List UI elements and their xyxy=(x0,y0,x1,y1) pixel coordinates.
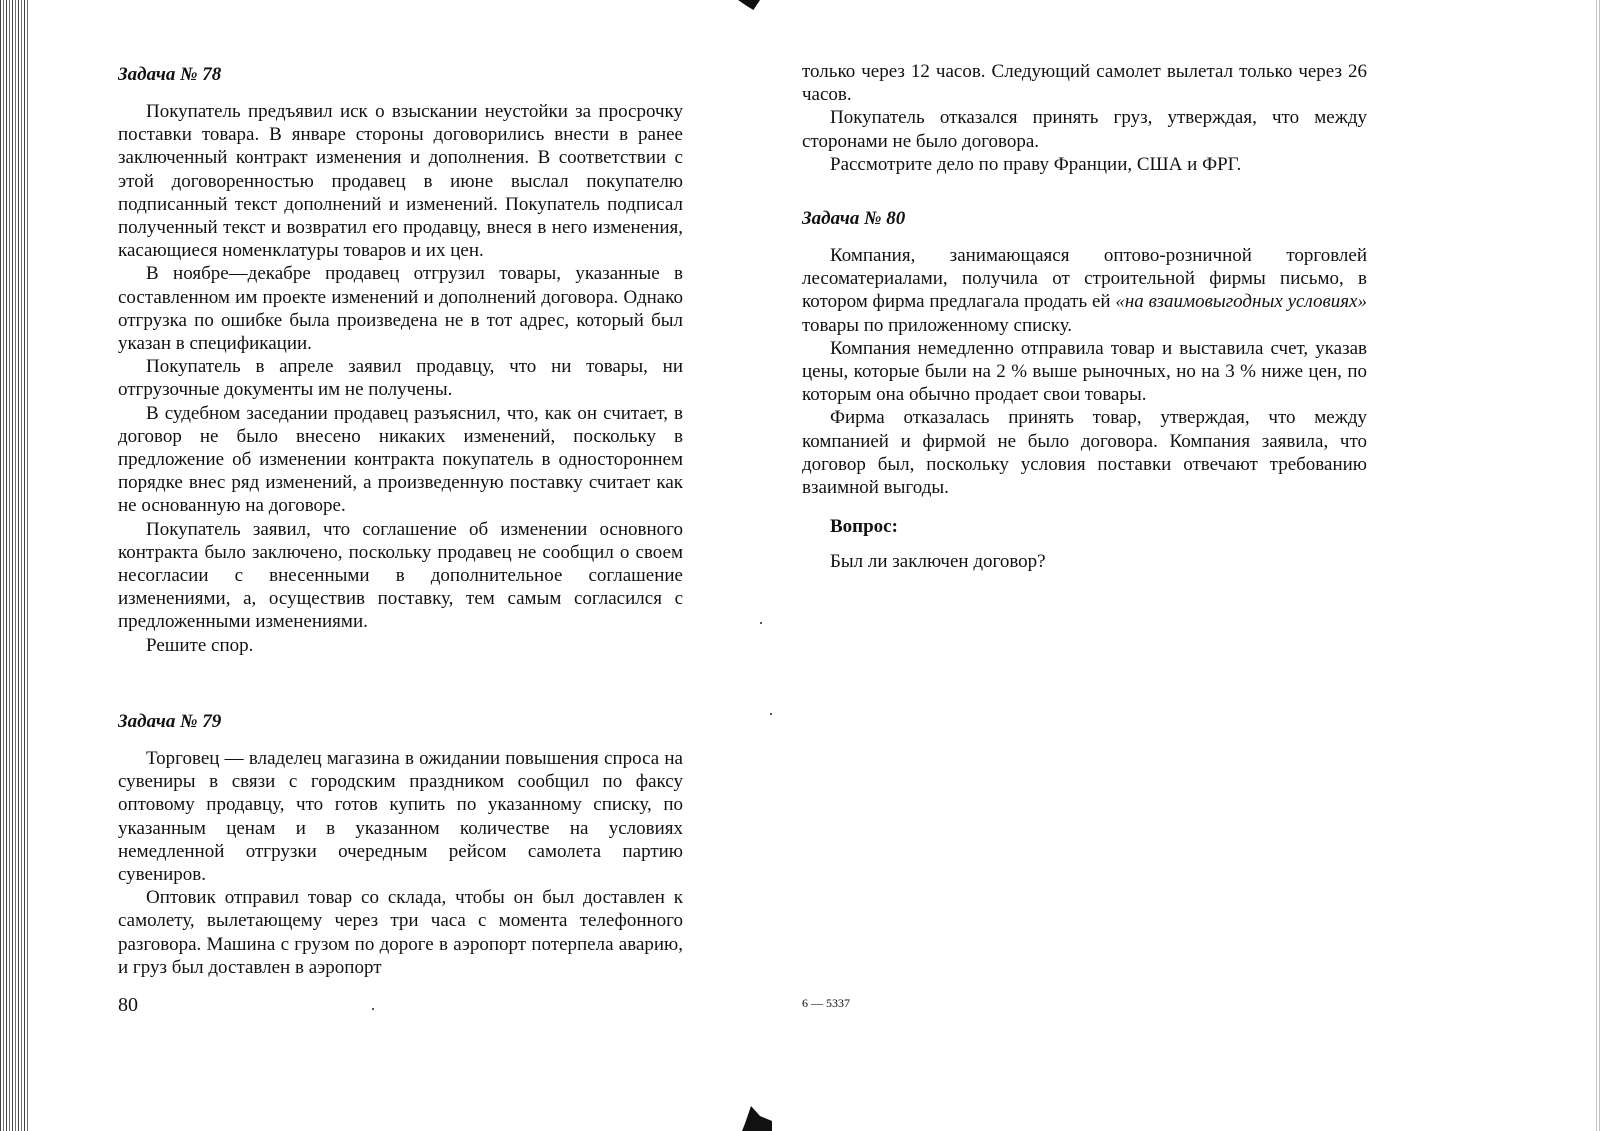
task-80-section xyxy=(802,208,1367,499)
task-80-quote: «на взаимовыгодных условиях» xyxy=(1115,291,1367,313)
task-80-paragraph xyxy=(802,244,1367,337)
page-number: 80 xyxy=(118,994,138,1016)
task-80-paragraph: Фирма отказалась принять товар, утверждая, что между компанией и фирмой не было договора. Компания заявила, что договор был, поскольку условия поставки отвечают требованию взаимной выгоды. xyxy=(802,407,1367,499)
task-79-title: Задача № 79 xyxy=(118,711,222,732)
continuation-paragraph: только через 12 часов. Следующий самолет вылетал только через 26 часов. xyxy=(802,61,1367,106)
task-79-continuation xyxy=(802,60,1367,176)
task-78-section xyxy=(118,64,683,657)
task-78-paragraph: В судебном заседании продавец разъяснил, что, как он считает, в договор не было внесено никаких изменений, поскольку в предложение об изменении контракта покупатель в одностороннем порядке внес ряд изменений, а произведенную поставку считает как не основанную на договоре. xyxy=(118,402,683,517)
printer-signature: 6 — 5337 xyxy=(802,996,850,1010)
question-label: Вопрос: xyxy=(830,516,898,537)
task-80-text: товары по приложенному списку. xyxy=(802,314,1073,336)
task-80-text: Компания, занимающаяся оптово-розничной торговлей лесоматериалами, получила от строительной фирмы письмо, в котором фирма предлагала продать ей xyxy=(802,245,1367,313)
scan-blot-top xyxy=(738,0,760,10)
scan-speck xyxy=(372,1008,374,1010)
task-78-title: Задача № 78 xyxy=(118,64,222,85)
question-text: Был ли заключен договор? xyxy=(830,551,1046,572)
task-78-paragraph: Покупатель в апреле заявил продавцу, что ни товары, ни отгрузочные документы им не получены. xyxy=(118,356,683,401)
task-78-paragraph: Решите спор. xyxy=(146,634,254,656)
scan-binding-edge-left xyxy=(0,0,30,1131)
scan-binding-edge-right xyxy=(1594,0,1600,1131)
task-78-paragraph: В ноябре—декабре продавец отгрузил товары, указанные в составленном им проекте изменений и дополнений договора. Однако отгрузка по ошибке была произведена не в тот адрес, который был указан в спецификации. xyxy=(118,263,683,355)
task-80-paragraph: Компания немедленно отправила товар и выставила счет, указав цены, которые были на 2 % выше рыночных, но на 3 % ниже цен, по которым она обычно продает свои товары. xyxy=(802,337,1367,406)
continuation-paragraph: Рассмотрите дело по праву Франции, США и ФРГ. xyxy=(830,153,1242,175)
task-78-paragraph: Покупатель предъявил иск о взыскании неустойки за просрочку поставки товара. В январе стороны договорились внести в ранее заключенный контракт изменения и дополнения. В соответствии с этой договоренностью продавец в июне выслал покупателю подписанный текст дополнений и изменений. Покупатель подписал полученный текст и возвратил его продавцу, внеся в него изменения, касающиеся номенклатуры товаров и их цен. xyxy=(118,101,683,262)
scan-blot-bottom xyxy=(742,1106,772,1131)
task-80-title: Задача № 80 xyxy=(802,208,906,229)
task-79-section xyxy=(118,711,683,979)
scan-speck xyxy=(760,622,762,624)
task-79-paragraph: Торговец — владелец магазина в ожидании повышения спроса на сувениры в связи с городским праздником сообщил по факсу оптовому продавцу, что готов купить по указанному списку, по указанным ценам и в указанном количестве на условиях немедленной отгрузки очередным рейсом самолета партию сувениров. xyxy=(118,748,683,886)
continuation-paragraph: Покупатель отказался принять груз, утверждая, что между сторонами не было договора. xyxy=(802,107,1367,152)
task-78-paragraph: Покупатель заявил, что соглашение об изменении основного контракта было заключено, поскольку продавец не сообщил о своем несогласии с внесенными в дополнительное соглашение изменениями, а, осуществив поставку, тем самым согласился с предложенными изменениями. xyxy=(118,518,683,633)
task-79-paragraph: Оптовик отправил товар со склада, чтобы он был доставлен к самолету, вылетающему через три часа с момента телефонного разговора. Машина с грузом по дороге в аэропорт потерпела аварию, и груз был доставлен в аэропорт xyxy=(118,887,683,978)
scan-speck xyxy=(770,713,772,715)
